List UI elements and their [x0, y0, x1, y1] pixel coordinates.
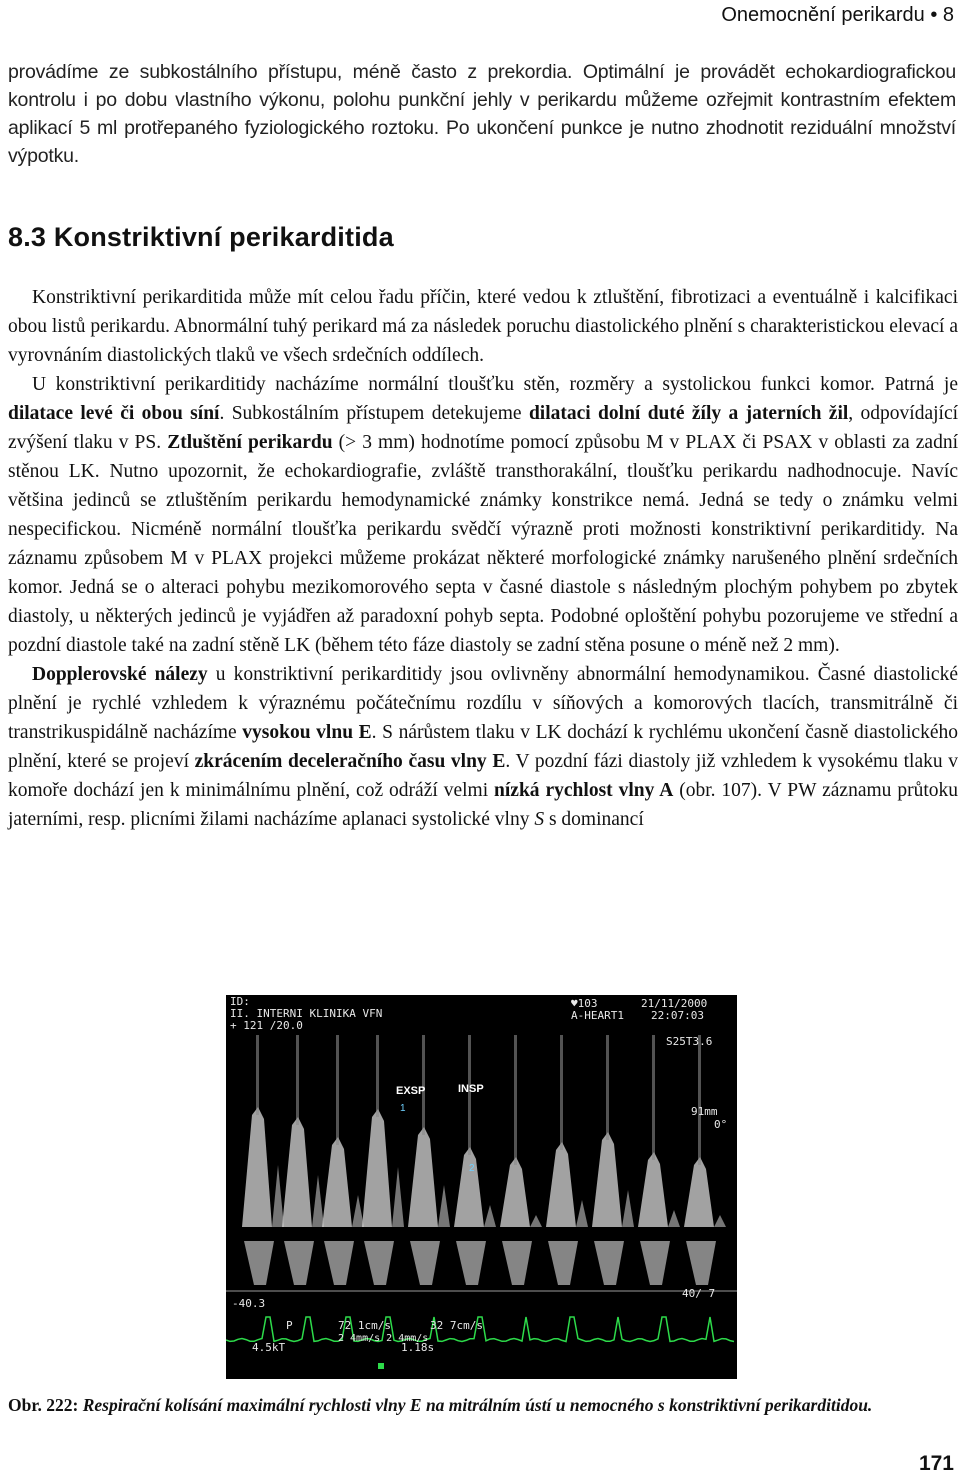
section-body [8, 283, 958, 834]
text-run: (obr. 107). V PW záznamu průtoku jaterními, resp. plicními žilami nacházíme aplanaci systolické vlny [8, 780, 958, 830]
paragraph-2 [8, 370, 958, 660]
overlay-bottom-center: 1.18s [401, 1341, 435, 1354]
bold-term: Dopplerovské nálezy [32, 664, 208, 685]
top-paragraph: provádíme ze subkostálního přístupu, méně často z prekordia. Optimální je provádět echokardiografickou kontrolu i po dobu vlastního výkonu, polohu punkční jehly v perikardu můžeme ozřejmit kontrastním efektem aplikací 5 ml protřepaného fyziologického roztoku. Po ukončení punkce je nutno zhodnotit reziduální množství výpotku. [8, 61, 956, 167]
italic-symbol: S [534, 809, 545, 830]
text-run: s dominancí [544, 809, 644, 830]
doppler-figure [226, 995, 737, 1379]
green-indicator [378, 1363, 384, 1369]
page-number: 171 [918, 1452, 954, 1475]
bold-term: nízká rychlost vlny A [494, 780, 674, 801]
bold-term: dilatace levé či obou síní [8, 403, 220, 424]
overlay-id: ID: [230, 995, 250, 1008]
paragraph-3 [8, 660, 958, 834]
paragraph-1: Konstriktivní perikarditida může mít celou řadu příčin, které vedou k ztluštění, fibrotizaci a eventuálně i kalcifikaci obou listů perikardu. Abnormální tuhý perikard má za následek poruchu diastolického plnění s charakteristickou elevací a vyrovnáním diastolických tlaků ve všech srdečních oddílech. [8, 287, 958, 366]
overlay-date: 21/11/2000 [641, 997, 708, 1010]
overlay-heart-num: ♥103 [571, 997, 598, 1010]
text-run: . S nárůstem tlaku v LK dochází k rychlému ukončení časně diastolického plnění, které se projeví [8, 722, 958, 772]
overlay-left-mark: P [286, 1319, 293, 1332]
text-run: , odpovídající zvýšení tlaku v PS. [8, 403, 959, 453]
doppler-image [226, 995, 737, 1379]
bold-term: Ztluštění perikardu [167, 432, 333, 453]
overlay-velocity-2: 32 7cm/s [430, 1319, 483, 1332]
section-title: 8.3 Konstriktivní perikarditida [8, 222, 394, 252]
overlay-clinic: II. INTERNI KLINIKA VFN [230, 1007, 383, 1020]
label-exsp: EXSP [396, 1085, 426, 1097]
overlay-bottom-left: 4.5kT [252, 1341, 286, 1354]
caption-label: Obr. 222: [8, 1395, 79, 1415]
overlay-time: 22:07:03 [651, 1009, 704, 1022]
caption-text: Respirační kolísání maximální rychlosti vlny E na mitrálním ústí u nemocného s konstriktivní perikarditidou. [78, 1395, 873, 1415]
overlay-velocity-1: 72 1cm/s [338, 1319, 391, 1332]
bold-term: zkrácením deceleračního času vlny E [194, 751, 506, 772]
text-run: u konstriktivní perikarditidy jsou ovlivněny abnormální hemodynamikou. Časné diastolické plnění je rychlé vzhledem k výraznému počátečnímu rozdílu v síňových a komorových tlacích, transmitrálně či transtrikuspidálně nacházíme [8, 664, 958, 743]
running-header: Onemocnění perikardu • 8 [721, 4, 954, 26]
bold-term: vysokou vlnu E [242, 722, 372, 743]
text-run: (> 3 mm) hodnotíme pomocí způsobu M v PLAX či PSAX v oblasti za zadní stěnou LK. Nutno upozornit, že echokardiografie, zvláště transthorakální, tloušťku perikardu nadhodnocuje. Navíc většina jedinců se ztluštěním perikardu hemodynamické známky konstrikce nemá. Jedná se tedy o známku velmi nespecifickou. Nicméně normální tloušťka perikardu svědčí výrazně proti možnosti konstriktivní perikarditidy. Na záznamu způsobem M v PLAX projekci můžeme prokázat některé morfologické známky narušeného plnění srdečních komor. Jedná se o alteraci pohybu mezikomorového septa v časné diastole s následným plochým pohybem po zbytek diastoly, u některých jedinců je vyjádřen až paradoxní pohyb septa. Podobné oploštění pohybu pozorujeme ve střední a pozdní diastole také na zadní stěně LK (během této fáze diastoly se zadní stěna posune o méně než 2 mm). [8, 432, 958, 656]
bold-term: dilataci dolní duté žíly a jaterních žil [528, 403, 849, 424]
label-insp: INSP [458, 1083, 484, 1095]
overlay-depth: 91mm [691, 1105, 718, 1118]
text-run: U konstriktivní perikarditidy nacházíme normální tloušťku stěn, rozměry a systolickou funkci komor. Patrná je [32, 374, 958, 395]
overlay-scale-top: + 121 /20.0 [230, 1019, 303, 1032]
figure-caption [8, 1392, 958, 1418]
text-run: . V pozdní fázi diastoly již vzhledem k vysokému tlaku v komoře dochází jen k minimálnímu plnění, což odráží velmi [8, 751, 958, 801]
overlay-sweep: 2 4mm/s 2 4mm/s [338, 1333, 429, 1344]
marker-1: 1 [400, 1103, 406, 1114]
overlay-scale-bottom: -40.3 [232, 1297, 266, 1310]
marker-2: 2 [469, 1163, 475, 1174]
overlay-angle: 0° [714, 1118, 728, 1131]
text-run: . Subkostálním přístupem detekujeme [219, 403, 529, 424]
overlay-gain: 40/ 7 [682, 1287, 716, 1300]
overlay-probe: A-HEART1 [571, 1009, 624, 1022]
overlay-preset: S25T3.6 [666, 1035, 713, 1048]
